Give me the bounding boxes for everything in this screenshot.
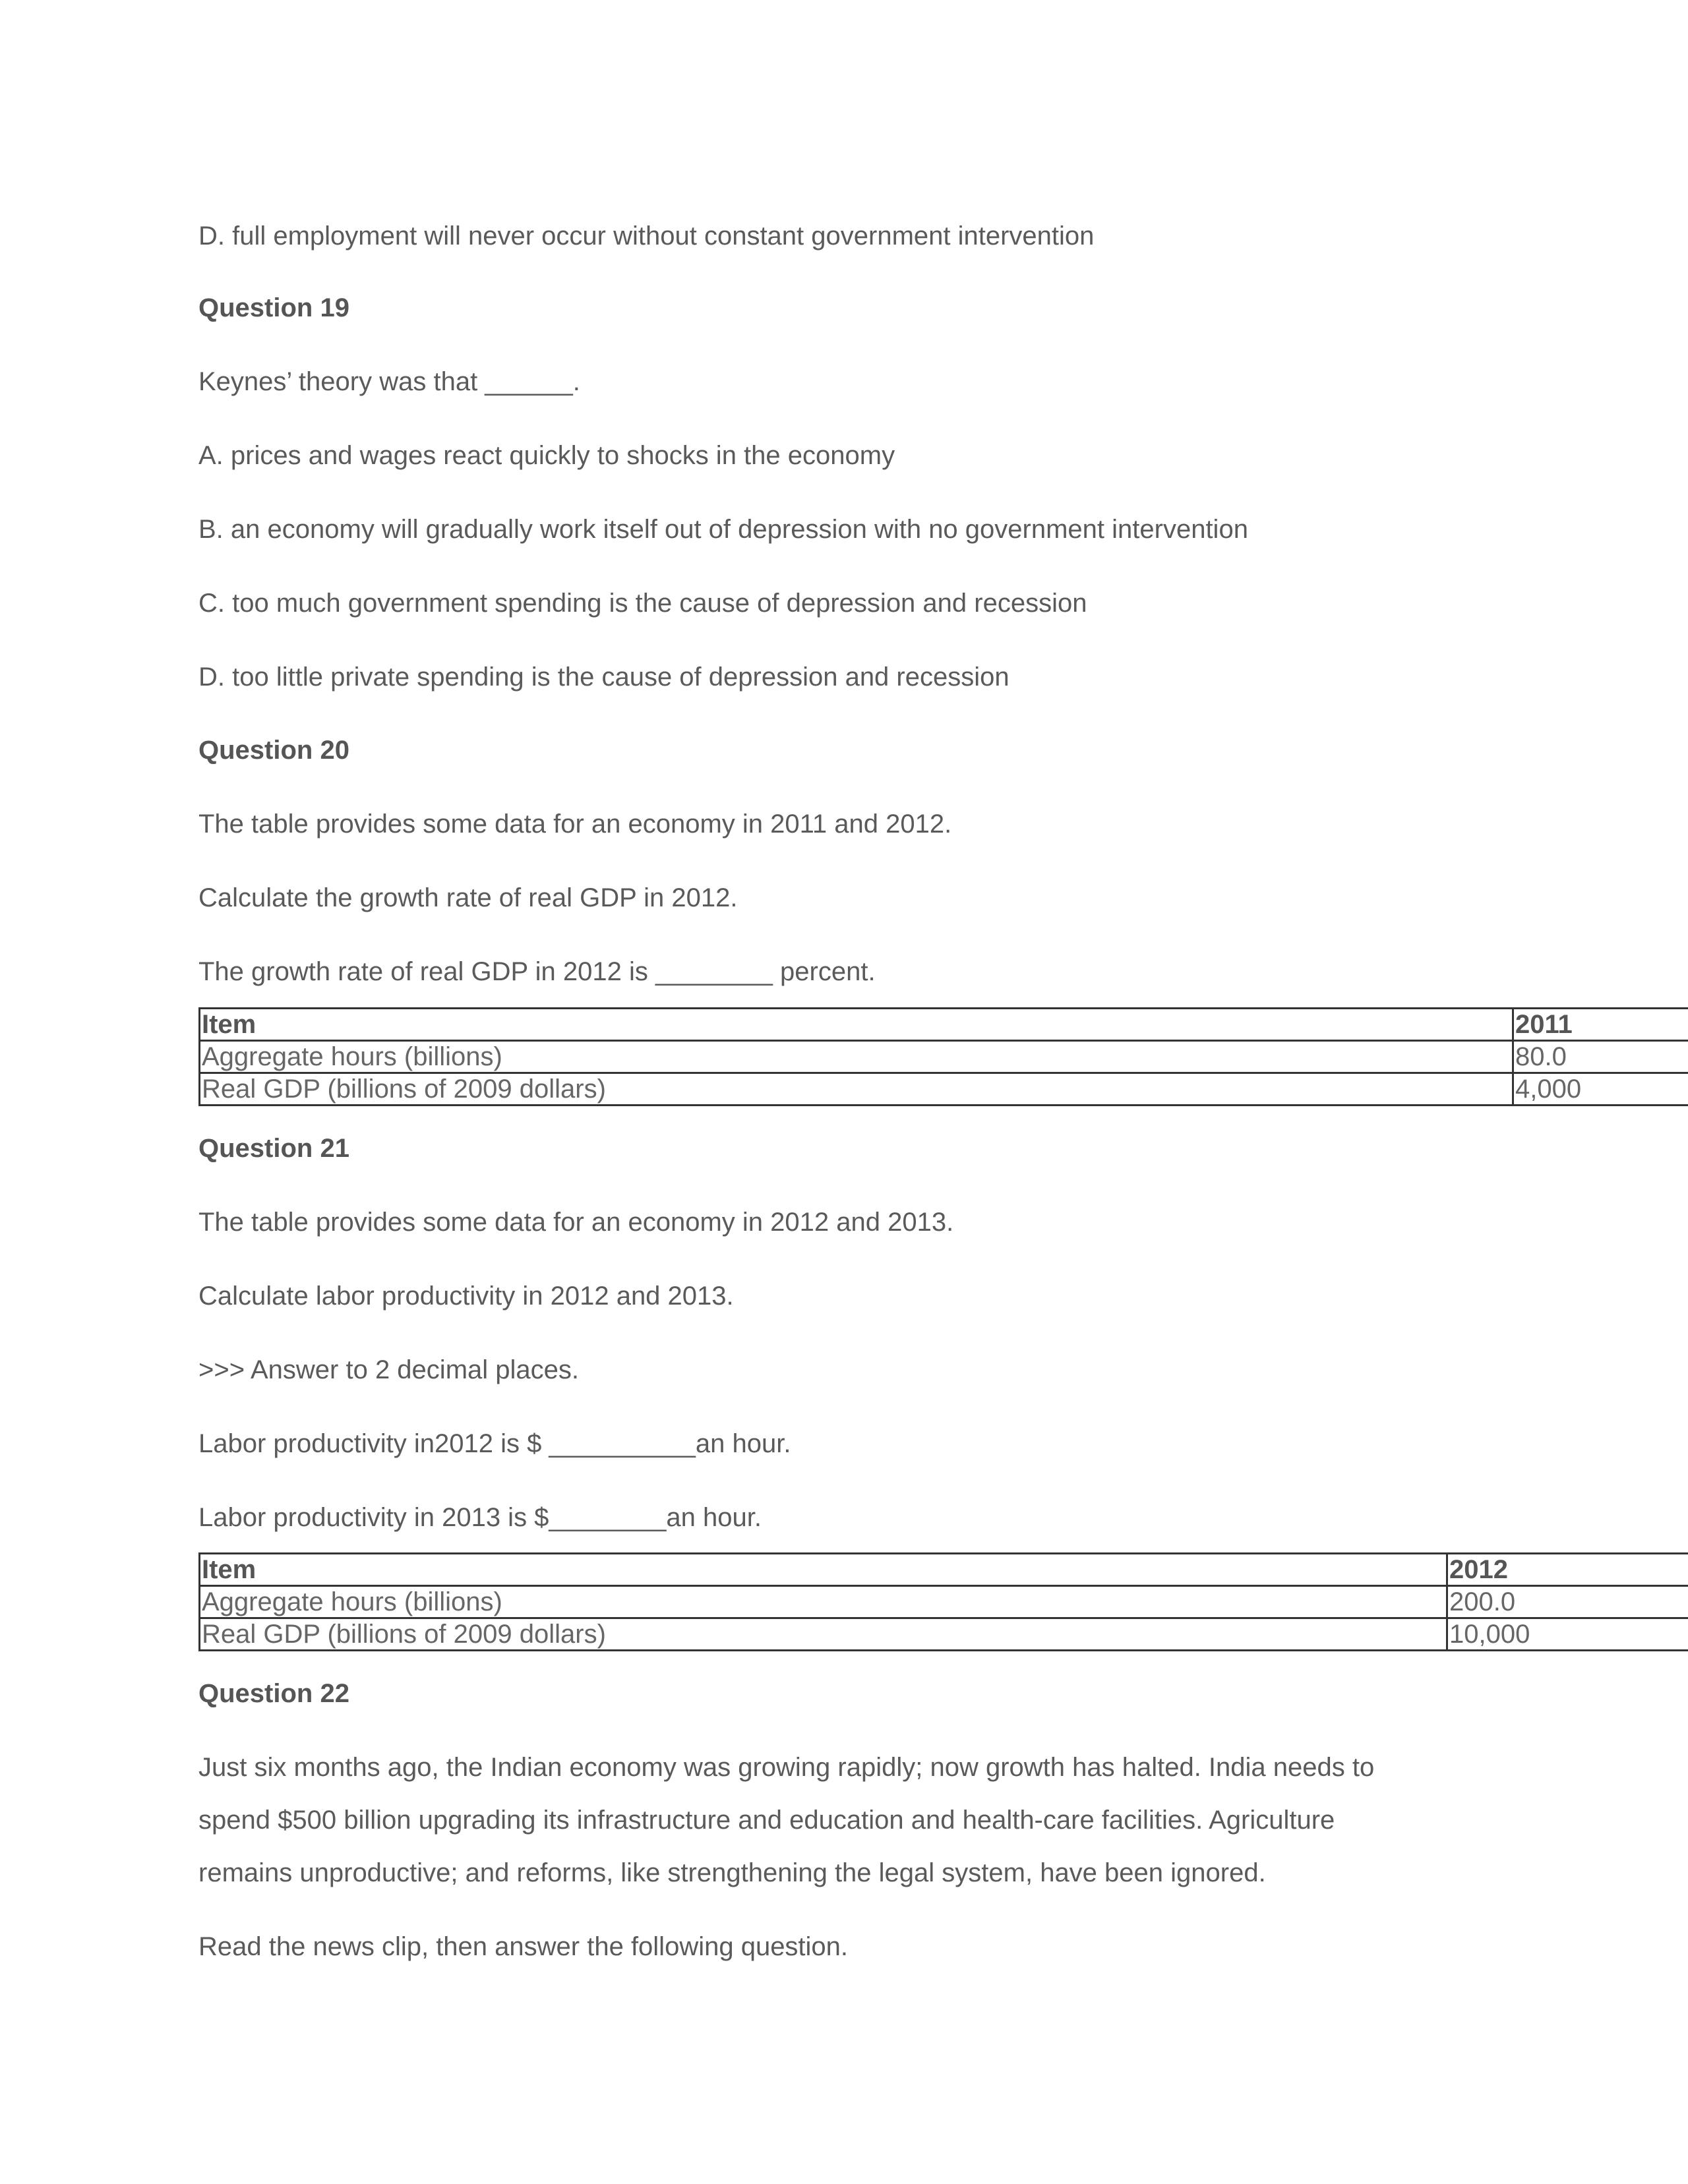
- q22-clip-line: remains unproductive; and reforms, like strengthening the legal system, have been ignored.: [198, 1858, 1266, 1887]
- table-cell-label: Aggregate hours (billions): [200, 1586, 1447, 1618]
- q19-prompt: Keynes’ theory was that ______.: [198, 367, 580, 396]
- q20-instruction: Calculate the growth rate of real GDP in 2012.: [198, 883, 738, 912]
- q20-answer-prompt: The growth rate of real GDP in 2012 is ________ percent.: [198, 957, 876, 986]
- table-row: [200, 1618, 1688, 1651]
- q21-decimal-note: >>> Answer to 2 decimal places.: [198, 1355, 579, 1384]
- table-header-item: Item: [200, 1009, 1513, 1041]
- q22-instruction: Read the news clip, then answer the following question.: [198, 1932, 849, 1961]
- q21-data-table: [198, 1552, 1688, 1651]
- q21-answer-2013: Labor productivity in 2013 is $________an hour.: [198, 1503, 762, 1532]
- table-cell-value: 80.0: [1513, 1041, 1688, 1073]
- q21-heading: Question 21: [198, 1134, 349, 1163]
- table-cell-value: 200.0: [1447, 1586, 1688, 1618]
- q21-instruction: Calculate labor productivity in 2012 and 2013.: [198, 1282, 734, 1311]
- table-cell-label: Real GDP (billions of 2009 dollars): [200, 1618, 1447, 1651]
- table-cell-value: 10,000: [1447, 1618, 1688, 1651]
- table-header-year: 2012: [1447, 1554, 1688, 1586]
- table-header-row: [200, 1009, 1688, 1041]
- q22-clip-line: spend $500 billion upgrading its infrastructure and education and health-care facilities. Agriculture: [198, 1806, 1335, 1835]
- table-header-year: 2011: [1513, 1009, 1688, 1041]
- q21-answer-2012: Labor productivity in2012 is $ __________an hour.: [198, 1429, 791, 1458]
- q19-option-b: B. an economy will gradually work itself out of depression with no government intervention: [198, 515, 1248, 544]
- q22-clip-line: Just six months ago, the Indian economy was growing rapidly; now growth has halted. India needs to: [198, 1753, 1375, 1782]
- q19-option-c: C. too much government spending is the cause of depression and recession: [198, 589, 1087, 618]
- table-header-row: [200, 1554, 1688, 1586]
- table-cell-label: Aggregate hours (billions): [200, 1041, 1513, 1073]
- table-cell-value: 4,000: [1513, 1073, 1688, 1106]
- q20-intro: The table provides some data for an economy in 2011 and 2012.: [198, 810, 952, 839]
- table-row: [200, 1073, 1688, 1106]
- q20-data-table: [198, 1007, 1688, 1106]
- table-row: [200, 1041, 1688, 1073]
- table-row: [200, 1586, 1688, 1618]
- q18-option-d: D. full employment will never occur without constant government intervention: [198, 221, 1095, 251]
- q19-option-d: D. too little private spending is the cause of depression and recession: [198, 663, 1010, 692]
- q20-heading: Question 20: [198, 736, 349, 765]
- q22-heading: Question 22: [198, 1679, 349, 1708]
- q19-option-a: A. prices and wages react quickly to shocks in the economy: [198, 441, 895, 470]
- table-header-item: Item: [200, 1554, 1447, 1586]
- table-cell-label: Real GDP (billions of 2009 dollars): [200, 1073, 1513, 1106]
- q19-heading: Question 19: [198, 293, 349, 322]
- q21-intro: The table provides some data for an economy in 2012 and 2013.: [198, 1208, 954, 1237]
